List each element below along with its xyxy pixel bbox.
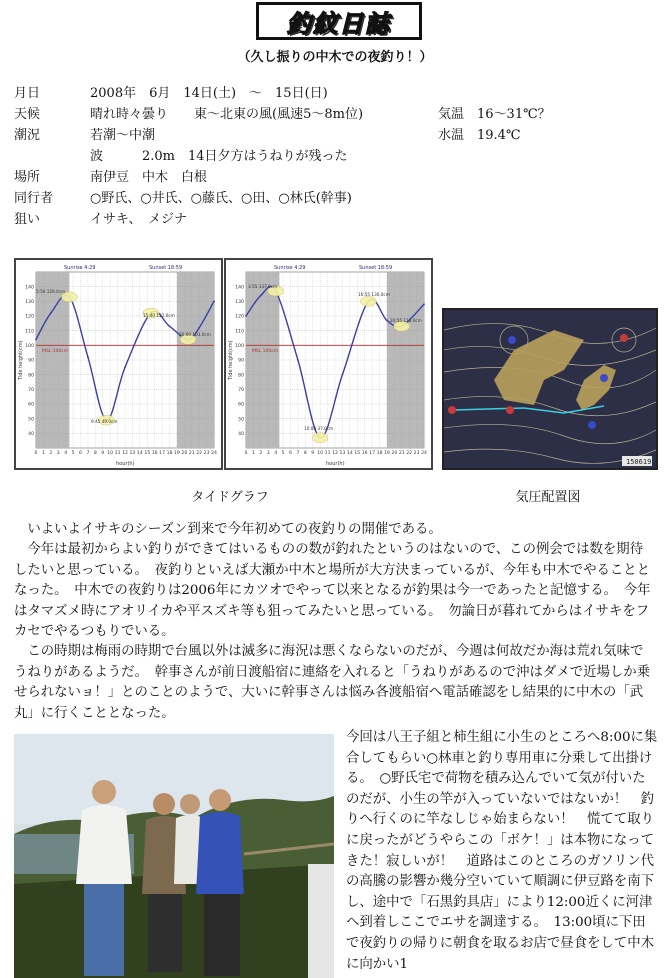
tide-label: 潮況: [14, 128, 41, 143]
map-stamp: 150619: [626, 458, 652, 466]
info-row-tide: [0, 126, 670, 146]
tide1-ann-4: 20:00 103.0cm: [179, 332, 211, 337]
y-tick-50: 50: [28, 417, 34, 423]
tide1-ann-2: 9:45 49.0cm: [91, 419, 118, 424]
y-tick-70: 70: [28, 387, 34, 393]
tide1-sunset: Sunset 18:59: [149, 265, 183, 271]
x-tick-23: 23: [203, 451, 210, 456]
paragraph-3: この時期は梅雨の時期で台風以外は滅多に海況は悪くならないのだが、今週は何故だか海は荒れ気味でうねりがあるようだ。 幹事さんが前日渡船宿に連絡を入れると「うねりがあるので沖はダメで近場しか乗せられないョ！」とのことのようで、大いに幹事さんは悩み各渡船宿へ電話確認をし結果的に中木の「武丸」に行くこととなった。: [14, 644, 651, 721]
y-tick-70: 70: [238, 387, 244, 393]
y-tick-50: 50: [238, 417, 244, 423]
x-tick-17: 17: [159, 451, 166, 456]
side-text: 今回は八王子組と柿生組に小生のところへ8:00に集合してもらい○林車と釣り専用車に分乗して出掛ける。 ○野氏宅で荷物を積み込んでいて気が付いたのだが、小生の竿が入っていないではないか！ 釣りへ行くのに竿なしじゃ始まらない！ 慌てて取りに戻ったがどうやらこの「ボケ！」は本物になってきた！寂しいが！ 道路はこのところのガソリン代の高騰の影響か幾分空いていて順調に伊豆路を南下し、途中で「石黒釣具店」により12:00近くに河津へ到着しここでエサを調達する。 13:00頃に下田で夜釣りの帰りに朝食を取るお店で昼食をして中木に向かい1: [346, 730, 658, 972]
x-tick-18: 18: [166, 451, 173, 456]
place-label: 場所: [14, 170, 41, 185]
y-tick-110: 110: [235, 329, 244, 335]
weather-value: 晴れ時々曇り 東～北東の風(風速5～8m位): [90, 107, 364, 122]
x-tick-17: 17: [369, 451, 376, 456]
x-tick-8: 8: [93, 451, 97, 456]
tide-value: 若潮～中潮: [90, 128, 156, 143]
wave-value: 波 2.0m 14日夕方はうねりが残った: [90, 149, 348, 164]
page-subtitle: （久し振りの中木での夜釣り！）: [237, 50, 433, 65]
x-tick-1: 1: [251, 451, 255, 456]
y-tick-80: 80: [238, 373, 244, 379]
y-tick-140: 140: [235, 285, 244, 291]
x-tick-4: 4: [64, 451, 68, 456]
y-tick-140: 140: [25, 285, 34, 291]
x-tick-20: 20: [181, 451, 188, 456]
extreme-bubble-6: [360, 296, 376, 306]
info-row-weather: [0, 105, 670, 125]
paragraph-1: いよいよイサキのシーズン到来で今年初めての夜釣りの開催である。: [27, 522, 442, 537]
tide2-ann-3: 16:55 130.0cm: [358, 292, 390, 297]
tide-point-9: [198, 327, 200, 329]
high-pressure-3: [506, 406, 514, 414]
tide-point-7: [386, 320, 388, 322]
x-tick-0: 0: [34, 451, 38, 456]
y-tick-100: 100: [25, 343, 34, 349]
water-temp-value: 水温 19.4℃: [438, 128, 521, 143]
x-tick-21: 21: [398, 451, 405, 456]
x-tick-5: 5: [71, 451, 75, 456]
companions-label: 同行者: [14, 191, 54, 206]
x-tick-14: 14: [346, 451, 353, 456]
tide-chart-2: [224, 258, 433, 470]
tide-point-0: [245, 315, 247, 317]
y-tick-110: 110: [25, 329, 34, 335]
x-tick-18: 18: [376, 451, 383, 456]
tide2-ann-2: 10:00 37.0cm: [304, 426, 334, 431]
place-value: 南伊豆 中木 白根: [90, 170, 208, 185]
tide-point-1: [260, 295, 262, 297]
title-box: [256, 2, 422, 40]
x-tick-0: 0: [244, 451, 248, 456]
x-tick-13: 13: [129, 451, 136, 456]
y-tick-120: 120: [25, 314, 34, 320]
tide1-ylabel: Tide height(cm): [18, 340, 24, 380]
x-tick-24: 24: [421, 451, 427, 456]
x-tick-4: 4: [274, 451, 278, 456]
tide2-xlabel: hour(h): [326, 461, 345, 467]
date-label: 月日: [14, 86, 41, 101]
info-row-wave: [0, 147, 670, 167]
target-label: 狙い: [14, 212, 41, 227]
tide-chart-2-svg: [226, 260, 431, 468]
tide1-xlabel: hour(h): [116, 461, 135, 467]
pressure-caption: 気圧配置図: [515, 490, 581, 505]
tide2-ann-4: 20:55 113.0cm: [390, 318, 422, 323]
y-tick-40: 40: [28, 431, 34, 437]
x-tick-22: 22: [406, 451, 413, 456]
tide-point-3: [87, 356, 89, 358]
y-tick-90: 90: [28, 358, 34, 364]
tide1-sunrise: Sunrise 4:29: [64, 265, 96, 271]
group-photo-svg: [14, 734, 334, 978]
x-tick-16: 16: [361, 451, 368, 456]
x-tick-12: 12: [122, 451, 128, 456]
tide-point-3: [297, 359, 299, 361]
companions-value: ○野氏、○井氏、○藤氏、○田、○林氏(幹事): [90, 191, 352, 206]
target-value: イサキ、 メジナ: [90, 212, 187, 227]
x-tick-12: 12: [332, 451, 338, 456]
tide2-ylabel: Tide height(cm): [228, 340, 234, 380]
x-tick-11: 11: [114, 451, 121, 456]
tide1-ann-1: 5:50 128.0cm: [36, 289, 66, 294]
info-row-place: [0, 168, 670, 188]
x-tick-13: 13: [339, 451, 346, 456]
x-tick-23: 23: [413, 451, 420, 456]
low-pressure-3: [588, 421, 596, 429]
x-tick-21: 21: [188, 451, 195, 456]
x-tick-15: 15: [144, 451, 151, 456]
y-tick-100: 100: [235, 343, 244, 349]
extreme-bubble-4: [312, 433, 328, 443]
x-tick-7: 7: [296, 451, 300, 456]
tide-chart-1: [14, 258, 223, 470]
x-tick-16: 16: [151, 451, 158, 456]
high-pressure-2: [448, 406, 456, 414]
x-tick-15: 15: [354, 451, 361, 456]
date-value: 2008年 6月 14日(土) ～ 15日(日): [90, 86, 328, 101]
weather-label: 天候: [14, 107, 41, 122]
y-tick-40: 40: [238, 431, 244, 437]
pressure-map: [442, 308, 658, 470]
tide-point-1: [50, 312, 52, 314]
x-tick-11: 11: [324, 451, 331, 456]
y-tick-90: 90: [238, 358, 244, 364]
paragraph-2: 今年は最初からよい釣りができてはいるものの数が釣れたというのはないので、この例会では数を期待したいと思っている。 夜釣りといえば大瀬か中木と場所が大方決まっているが、今年も中木でやることとなった。 中木での夜釣りは2006年にカツオでやって以来となるが釣果は今一であったと記憶する。 今年はタマズメ時にアオリイカや平スズキ等も狙ってみたいと思っている。 勿論日が暮れてからはイサキをフカセでやるつもりでいる。: [14, 542, 651, 640]
y-tick-80: 80: [28, 373, 34, 379]
air-temp-value: 気温 16～31℃？: [438, 107, 551, 122]
y-tick-60: 60: [238, 402, 244, 408]
info-row-target: [0, 210, 670, 230]
tide-chart-1-svg: [16, 260, 221, 468]
info-row-companions: [0, 189, 670, 209]
x-tick-5: 5: [281, 451, 285, 456]
tide1-mean-label: MSL 100cm: [42, 349, 69, 354]
tide-point-5: [124, 366, 126, 368]
tide-point-0: [35, 339, 37, 341]
x-tick-24: 24: [211, 451, 217, 456]
x-tick-7: 7: [86, 451, 90, 456]
tide-point-5: [342, 374, 344, 376]
x-tick-3: 3: [56, 451, 60, 456]
tide1-ann-3: 15:40 122.0cm: [143, 313, 175, 318]
x-tick-1: 1: [41, 451, 45, 456]
y-tick-130: 130: [235, 299, 244, 305]
x-tick-3: 3: [266, 451, 270, 456]
x-tick-2: 2: [259, 451, 263, 456]
low-pressure-1: [508, 336, 516, 344]
high-pressure-1: [620, 334, 628, 342]
x-tick-8: 8: [303, 451, 307, 456]
tide-point-10: [213, 300, 215, 302]
pressure-map-svg: [444, 310, 656, 468]
person-1: [76, 780, 132, 976]
x-tick-14: 14: [136, 451, 143, 456]
x-tick-10: 10: [107, 451, 114, 456]
body-paragraphs: [14, 520, 656, 724]
y-tick-130: 130: [25, 299, 34, 305]
page-title: 釣紋日誌: [287, 9, 391, 38]
tide-point-7: [169, 325, 171, 327]
tide2-ann-1: 3:55 137.0cm: [248, 284, 278, 289]
tide-point-9: [423, 303, 425, 305]
x-tick-20: 20: [391, 451, 398, 456]
low-pressure-2: [600, 374, 608, 382]
y-tick-120: 120: [235, 314, 244, 320]
tide2-sunset: Sunset 18:59: [359, 265, 393, 271]
x-tick-6: 6: [79, 451, 82, 456]
x-tick-19: 19: [173, 451, 180, 456]
x-tick-2: 2: [49, 451, 53, 456]
tide2-sunrise: Sunrise 4:29: [274, 265, 306, 271]
x-tick-22: 22: [196, 451, 203, 456]
x-tick-9: 9: [101, 451, 105, 456]
x-tick-10: 10: [317, 451, 324, 456]
y-tick-60: 60: [28, 402, 34, 408]
group-photo: [14, 734, 334, 978]
tide-caption: タイドグラフ: [191, 490, 269, 505]
x-tick-6: 6: [289, 451, 292, 456]
x-tick-9: 9: [311, 451, 315, 456]
tide2-mean-label: MSL 100cm: [252, 349, 279, 354]
x-tick-19: 19: [383, 451, 390, 456]
info-row-date: [0, 84, 670, 104]
